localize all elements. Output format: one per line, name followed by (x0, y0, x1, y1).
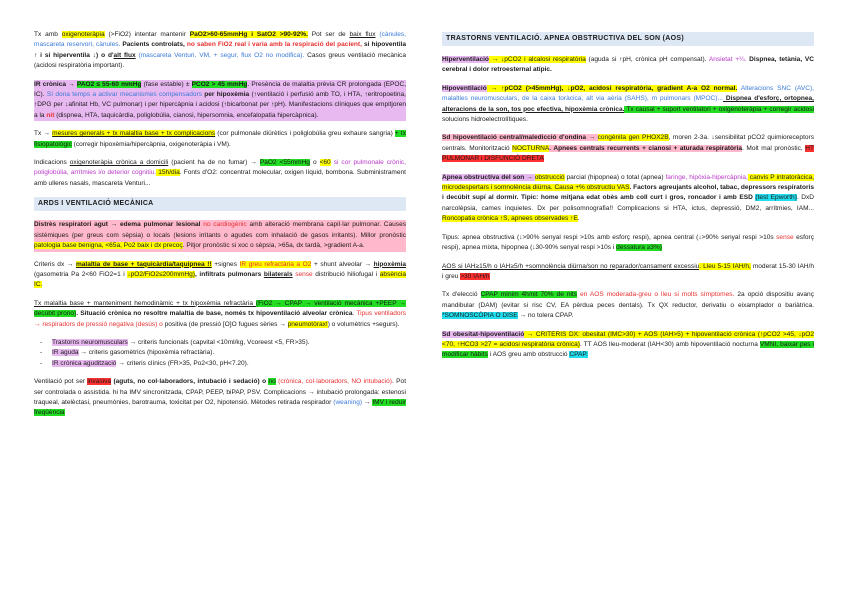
apnea-types-paragraph: Tipus: apnea obstructiva (↓>90% senyal respi >10s amb esforç respi), apnea central (↓>90% senyal respi >10s sense esforç respi), apnea mixta, hipopnea (↓30-90% senyal respi >10s i dessatura ≥3%) (442, 233, 814, 252)
aos-treatment-paragraph: Tx d'elecció CPAP mínim 4h/nit 70% de nits en AOS moderada-greu o lleu si molts símptomes. 2a opció dispositiu avanç mandibular (DAM) (evitar si risc CV, EA pèrdua peces dentals). Tx QX reductor, derivatiu o eixamplador o bariàtrica. *SOMNOSCÒPIA O DISE → no tolera CPAP. (442, 291, 814, 320)
right-column (442, 30, 814, 369)
ards-treatment-paragraph: Tx malaltia base + manteniment hemodinàmic + tx hipoxèmia refractària (FiO2 → CPAP → ventilació mecànica +PEEP → decúbit prono). Situació crònica no resoltre malaltia de base, només tx hipoventilació alveolar crònica. Tipus ventiladors → respiradors de pressió negativa (desús) o positiva (de pressió [O]O fugues sèries → pneumotòrax!) o volumètrics +segurs). (34, 299, 406, 328)
treatment-paragraph: Tx → mesures generals + tx malaltia base + tx complicacions (cor pulmonale diürètics i poliglobúlia greu exhaure sangria) + tx fisiopatològic (corregir hipoxèmia/hipercàpnia, oxigenoteràpia i VM). (34, 130, 406, 148)
list-item: - IR crònica agudització → criteris clínics (FR>35, Po2<30, pH<7.20). (52, 359, 406, 369)
aos-severity-paragraph: AOS si IAH≥15/h o IAH≥5/h +somnolència diürna/son no reparador/cansament excessiu. Lleu 5-15 IAH/h, moderat 15-30 IAH/h i greu >30 IAH/h (442, 262, 814, 280)
obesity-hypoventilation-paragraph: Sd obesitat-hipoventilació → CRITERIS DX: obesitat (IMC>30) + AOS (IAH>5) + hipoventilació crònica (↑pCO2 >45, ↓pO2 <70, ↑HCO3 >27 = acidosi respiratòria crònica). TT AOS lleu-moderat (IAH<30) amb hipoventilació nocturna VMNI, baixar pes i modificar hàbits i AOS greu amb obstrucció CPAP. (442, 330, 814, 359)
list-item: - Trastorns neuromusculars → criteris funcionals (capvital <10ml/kg, Vcoreest <5, FR>35). (52, 338, 406, 348)
weaning-criteria-list (34, 338, 406, 369)
ventilation-disorders-heading: TRASTORNS VENTILACIÓ. APNEA OBSTRUCTIVA DEL SON (AOS) (442, 32, 814, 46)
ards-definition-paragraph: Distrès respiratori agut → edema pulmonar lesional no cardiogènic amb alteració membrana capil·lar pulmonar. Causes sistèmiques (per greus com sèpsia) o locals (lesions irritants o agudes com inhalació de gasos irritants). Millor pronòstic patologia base benigna, <65a, Po2 baix i dx precoç. Pitjor pronòstic si xoc o sèpsia, >65a, dx tardà, >gradient A-a. (34, 220, 406, 251)
ards-criteria-paragraph: Criteris dx → malaltia de base + taquicàrdia/taquipnea !! +signes IR greu refractària a O2 + shunt alveolar → hipoxèmia (gasometria Pa 2<60 FiO2=1 i ↓pO2/FiO2≤200mmHg), infiltrats pulmonars bilaterals sense distribució hiliofugal i absència IC. (34, 260, 406, 289)
hypoventilation-paragraph: Hipoventilació → ↑pCO2 (>45mmHg), ↓pO2, acidosi respiratòria, gradient A-a O2 normal. Alteracions SNC (AVC), malalties neuromusculars, de la caixa toràcica, alt via aèria (SAHS), m pulmonars (MPOC)... Dispnea d'esforç, ortopnea, alteracions de la son, tos poc efectiva, hipoxèmia crònica. Tx causal + suport ventilatori + oxigenoteràpia + corregir acidosi solucions hidroelectrolítiques. (442, 84, 814, 124)
home-oxygen-paragraph: Indicacions oxigenoteràpia crònica a domicili (pacient ha de no fumar) → PaO2 <55mmHg o <60 si cor pulmonale crònic, poliglobúlia, arrítmies i/o deterior cognitiu. 15h/dia. Fonts d'O2: concentrat molecular, oxigen líquid, bombona. Subministrament amb ulleres nasals, mascareta Venturi... (34, 159, 406, 187)
hyperventilation-paragraph: Hiperventilació → ↓pCO2 i alcalosi respiratòria (aguda si ↑pH, crònica pH compensat). Ansietat +¼. Dispnea, tetània, VC cerebral i dolor retroesternal atípic. (442, 56, 815, 74)
left-column (34, 30, 406, 427)
ventilation-paragraph: Ventilació pot ser invasiva (aguts, no col·laboradors, intubació i sedació) o no (crònica, col·laboradors, NO intubació). Pot ser controlada o assistida. hi ha IMV sincronitzada, CPAP, PEEP, biPAP, PSV. Complicacions → intubació prolongada: estenosi traqueal, atelèctasi, pneumònies, barotrauma, toxicitat per O2, hipotensió. Mètodes retirada respirador (weaning) → IMV i reduir freqüència (34, 378, 407, 417)
oxygen-therapy-paragraph: Tx amb oxigenoteràpia (>FiO2) intentar mantenir PaO2>60-65mmHg i SatO2 >90-92%. Pot ser de baix flux (cànules, mascareta reservori, cànules. Pacients controlats, no saben FiO2 real i varia amb la respiració del pacient, si hipoventila ↑ i si hiperventila ↓) o d'alt flux (mascareta Venturi, VM, + segur, flux O2 no modifica). Casos greus ventilació mecànica (acidosi respiratòria important). (34, 31, 407, 70)
ards-section-heading: ARDS I VENTILACIÓ MECÀNICA (34, 197, 406, 211)
chronic-ir-paragraph: IR crònica → PAO2 ≤ 55-60 mmHg (fase estable) ± PCO2 > 45 mmHg. Presència de malaltia prèvia CR prolongada (EPOC, IC). Sí dona temps a activar mecanismes compensadors per hipoxèmia (↑ventilació i perfusió amb TO, i HTA, ↑eritropoetina, ↑DPG per ↓afinitat Hb, VC pulmonar) i per hipercàpnia i acidosi (↑bicarbonat per ↑pH). Manifestacions clíniques que empitjoren a la nit (dispnea, HTA, taquicàrdia, poliglobúlia, cianosi, hipersomnia, encefalopatia hipercàpnica). (34, 80, 406, 122)
list-item: - IR aguda → criteris gasomètrics (hipoxèmia refractària). (52, 348, 406, 358)
central-hypoventilation-paragraph: Sd hipoventilació central/maledicció d'ondina → congènita gen PHOX2B, moren 2-3a. ↓sensibilitat pCO2 quimioreceptors centrals. Monitorització NOCTURNA. Apnees centrals recurrents + cianosi + aturada respiratòria. Molt mal pronòstic, HT PULMONAR i DISFUNCIÓ DRETA (442, 134, 814, 163)
sleep-apnea-paragraph: Apnea obstructiva del son → obstrucció parcial (hipopnea) o total (apnea) faringe, hipòxia-hipercàpnia, canvis P intratoràcica, microdespertars i somnolència diürna. Causa +% obstructiu VAS. Factors agreujants alcohol, tabac, depressors respiratoris i decúbit supí al dormir. Tipic: home mitjana edat obès amb coll curt i gros, roncador i amb ESD (test Epworth). DxD narcolèpsia, cames inquietes. Dx per polisomnografia!! Complicacions si HTA, ictus, depressió, DM2, arrítmies, IAM... Roncopatia crònica ↑S, apnees observades ↑E. (442, 173, 815, 223)
